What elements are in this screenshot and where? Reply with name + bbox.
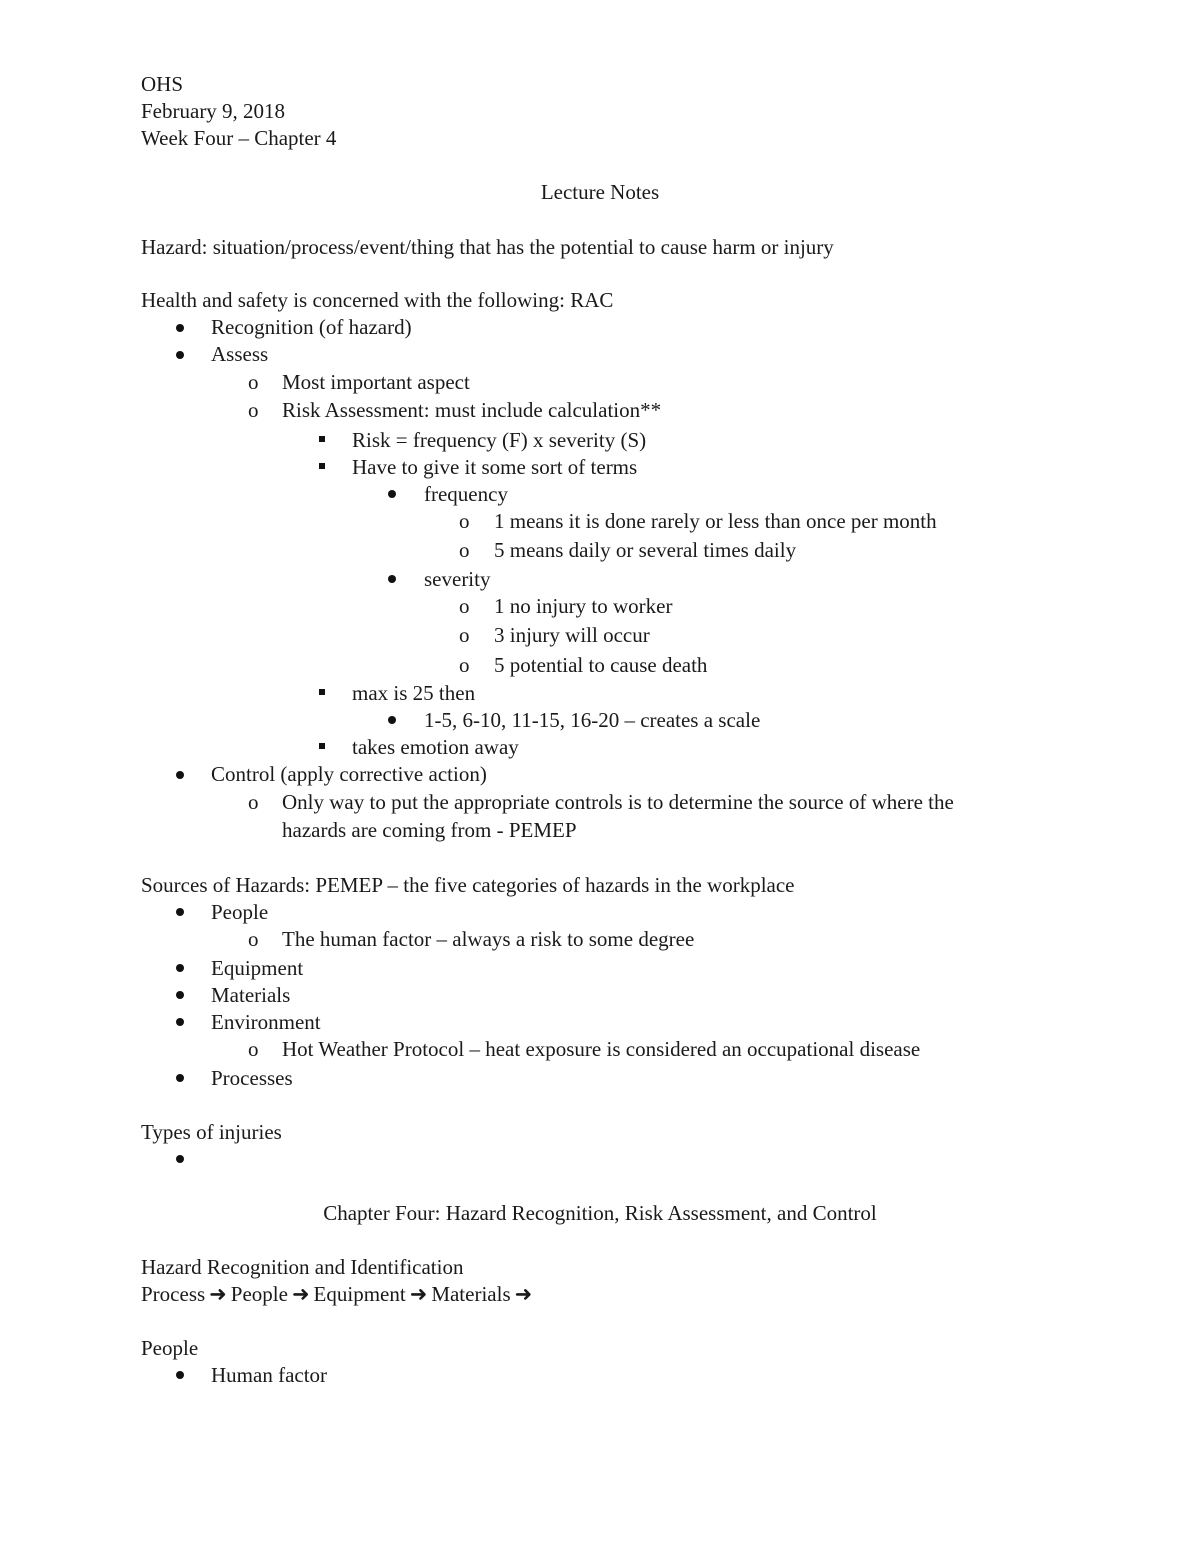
list-item-human-factor-2: Human factor: [211, 1363, 328, 1387]
chapter-title: Chapter Four: Hazard Recognition, Risk Assessment, and Control: [323, 1201, 877, 1225]
flow-step: Equipment: [313, 1282, 406, 1306]
bullet-square: [319, 743, 325, 749]
list-item-control: Control (apply corrective action): [211, 762, 487, 786]
bullet-square: [319, 436, 325, 442]
bullet-dot: [176, 964, 184, 972]
bullet-dot: [388, 490, 396, 498]
arrow-right-icon: ➜: [514, 1282, 533, 1306]
injuries-title: Types of injuries: [141, 1120, 282, 1144]
list-item-sev-5: 5 potential to cause death: [494, 653, 708, 677]
list-item-processes: Processes: [211, 1066, 293, 1090]
lecture-title: Lecture Notes: [540, 180, 660, 204]
bullet-dot: [388, 575, 396, 583]
list-item-most-important: Most important aspect: [282, 370, 470, 394]
bullet-dot: [176, 324, 184, 332]
sources-intro: Sources of Hazards: PEMEP – the five categories of hazards in the workplace: [141, 873, 795, 897]
list-item-terms: Have to give it some sort of terms: [352, 455, 638, 479]
list-item-environment: Environment: [211, 1010, 321, 1034]
bullet-dot: [176, 1371, 184, 1379]
flow-step: Process: [141, 1282, 206, 1306]
bullet-circle: o: [248, 790, 259, 814]
list-item-sev-1: 1 no injury to worker: [494, 594, 673, 618]
bullet-square: [319, 689, 325, 695]
bullet-square: [319, 463, 325, 469]
list-item-emotion: takes emotion away: [352, 735, 519, 759]
list-item-equipment: Equipment: [211, 956, 304, 980]
bullet-dot: [176, 1074, 184, 1082]
date-label: February 9, 2018: [141, 99, 286, 123]
list-item-freq-5: 5 means daily or several times daily: [494, 538, 797, 562]
arrow-right-icon: ➜: [209, 1282, 227, 1306]
flow-step: Materials: [431, 1282, 511, 1306]
recognition-flow: [141, 1282, 536, 1306]
list-item-risk-formula: Risk = frequency (F) x severity (S): [352, 428, 647, 452]
people-title: People: [141, 1336, 199, 1360]
list-item-people: People: [211, 900, 269, 924]
bullet-dot: [388, 716, 396, 724]
arrow-right-icon: ➜: [409, 1282, 428, 1306]
bullet-circle: o: [459, 653, 470, 677]
bullet-dot: [176, 991, 184, 999]
bullet-dot: [176, 908, 184, 916]
bullet-circle: o: [459, 623, 470, 647]
course-label: OHS: [141, 72, 184, 96]
list-item-severity: severity: [424, 567, 491, 591]
list-item-scale: 1-5, 6-10, 11-15, 16-20 – creates a scale: [424, 708, 761, 732]
hazard-definition: Hazard: situation/process/event/thing that has the potential to cause harm or injury: [141, 235, 834, 259]
list-item-materials: Materials: [211, 983, 291, 1007]
bullet-circle: o: [459, 538, 470, 562]
list-item-frequency: frequency: [424, 482, 508, 506]
bullet-circle: o: [248, 370, 259, 394]
list-item-recognition: Recognition (of hazard): [211, 315, 412, 339]
rac-intro: Health and safety is concerned with the following: RAC: [141, 288, 614, 312]
list-item-freq-1: 1 means it is done rarely or less than once per month: [494, 509, 937, 533]
bullet-dot: [176, 351, 184, 359]
bullet-dot: [176, 1155, 184, 1163]
bullet-circle: o: [248, 398, 259, 422]
list-item-assess: Assess: [211, 342, 269, 366]
flow-step: People: [230, 1282, 288, 1306]
bullet-circle: o: [248, 927, 259, 951]
list-item-control-note: Only way to put the appropriate controls is to determine the source of where the: [282, 790, 954, 814]
list-item-risk-assessment: Risk Assessment: must include calculation**: [282, 398, 662, 422]
bullet-dot: [176, 1018, 184, 1026]
list-item-hot-weather: Hot Weather Protocol – heat exposure is considered an occupational disease: [282, 1037, 921, 1061]
bullet-circle: o: [459, 594, 470, 618]
bullet-circle: o: [459, 509, 470, 533]
arrow-right-icon: ➜: [291, 1282, 310, 1306]
list-item-sev-3: 3 injury will occur: [494, 623, 650, 647]
bullet-dot: [176, 771, 184, 779]
list-item-human-factor: The human factor – always a risk to some degree: [282, 927, 695, 951]
bullet-circle: o: [248, 1037, 259, 1061]
recognition-title: Hazard Recognition and Identification: [141, 1255, 464, 1279]
list-item-control-note-cont: hazards are coming from - PEMEP: [282, 818, 577, 842]
week-label: Week Four – Chapter 4: [141, 126, 337, 150]
list-item-max: max is 25 then: [352, 681, 476, 705]
